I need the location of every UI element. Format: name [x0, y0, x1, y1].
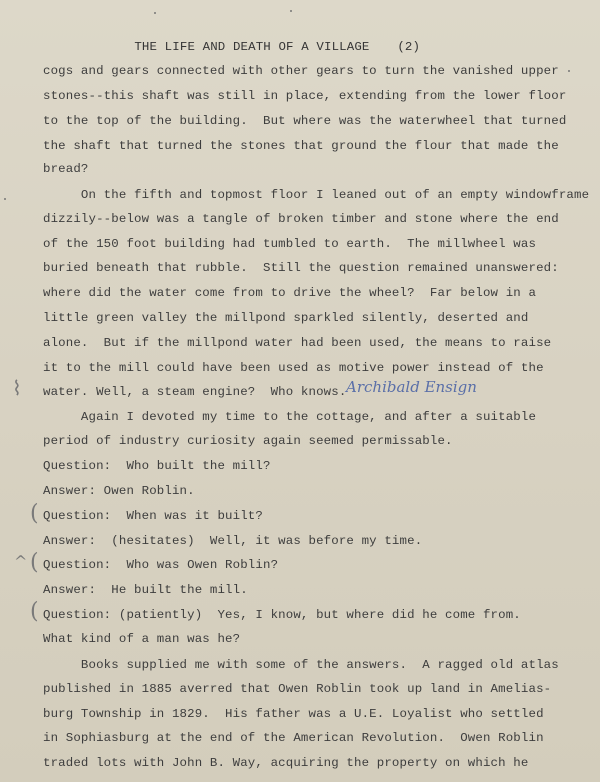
paper-speck: [4, 198, 6, 200]
text-line: Question: Who built the mill?: [43, 459, 271, 473]
text-line: little green valley the millpond sparkled silently, deserted and: [43, 311, 529, 325]
text-line: published in 1885 averred that Owen Roblin took up land in Amelias-: [43, 682, 552, 696]
text-line: bread?: [43, 162, 89, 176]
text-line: Books supplied me with some of the answers. A ragged old atlas: [43, 658, 559, 672]
text-line: alone. But if the millpond water had been used, the means to raise: [43, 336, 552, 350]
margin-bracket: (: [30, 501, 39, 526]
text-line: Question: Who was Owen Roblin?: [43, 558, 279, 572]
margin-bracket: (: [30, 550, 39, 575]
text-line: it to the mill could have been used as motive power instead of the: [43, 361, 544, 375]
paper-speck: [290, 10, 292, 12]
text-line: to the top of the building. But where was the waterwheel that turned: [43, 114, 567, 128]
text-line: buried beneath that rubble. Still the question remained unanswered:: [43, 261, 559, 275]
text-line: dizzily--below was a tangle of broken timber and stone where the end: [43, 212, 559, 226]
text-line: What kind of a man was he?: [43, 632, 241, 646]
text-line: of the 150 foot building had tumbled to earth. The millwheel was: [43, 237, 537, 251]
text-line: On the fifth and topmost floor I leaned out of an empty windowframe: [43, 188, 590, 202]
text-line: where did the water come from to drive the wheel? Far below in a: [43, 286, 537, 300]
text-line: burg Township in 1829. His father was a U.E. Loyalist who settled: [43, 707, 544, 721]
paper-speck: [154, 12, 156, 14]
handwritten-signature: Archibald Ensign: [346, 378, 477, 396]
text-line: stones--this shaft was still in place, extending from the lower floor: [43, 89, 567, 103]
text-line: Question: (patiently) Yes, I know, but where did he come from.: [43, 608, 521, 622]
page-title-text: THE LIFE AND DEATH OF A VILLAGE: [134, 40, 370, 54]
page-number: (2): [397, 40, 421, 54]
text-line: period of industry curiosity again seemed permissable.: [43, 434, 453, 448]
page-title: [104, 26, 370, 68]
text-line: Question: When was it built?: [43, 509, 263, 523]
text-line: cogs and gears connected with other gears to turn the vanished upper: [43, 64, 559, 78]
text-line: Again I devoted my time to the cottage, and after a suitable: [43, 410, 537, 424]
text-line: in Sophiasburg at the end of the American Revolution. Owen Roblin: [43, 731, 544, 745]
text-line: Answer: Owen Roblin.: [43, 484, 195, 498]
text-line: Answer: He built the mill.: [43, 583, 248, 597]
text-line: the shaft that turned the stones that ground the flour that made the: [43, 139, 559, 153]
margin-mark: ^: [14, 552, 28, 571]
paper-speck: [568, 70, 570, 72]
margin-mark: ⌇: [12, 376, 22, 400]
text-line: traded lots with John B. Way, acquiring the property on which he: [43, 756, 529, 770]
margin-bracket: (: [30, 599, 39, 624]
text-line: water. Well, a steam engine? Who knows.: [43, 385, 347, 399]
text-line: Answer: (hesitates) Well, it was before my time.: [43, 534, 423, 548]
